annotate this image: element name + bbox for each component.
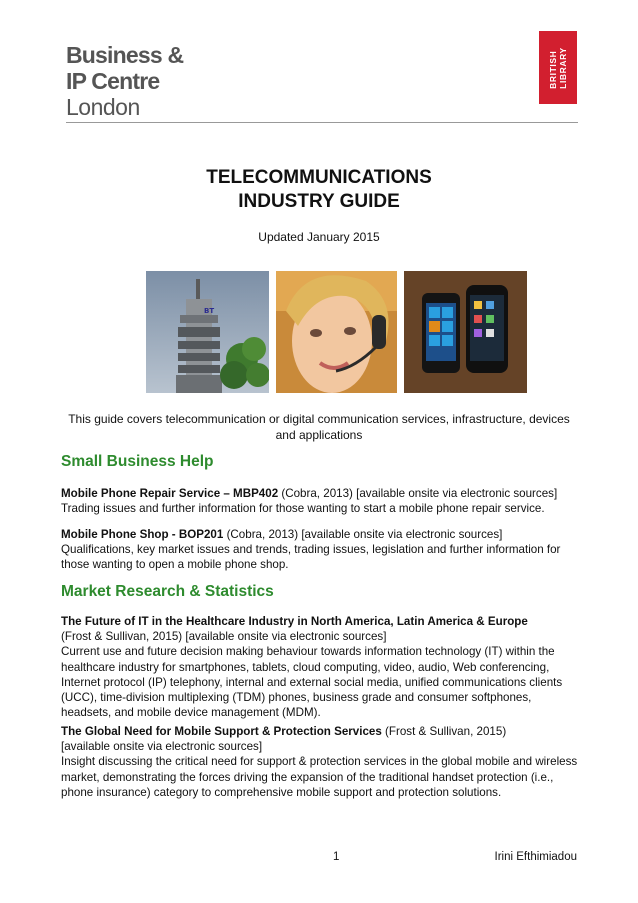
logo-line-3: London	[66, 94, 140, 120]
bl-logo-line-2: LIBRARY	[558, 46, 569, 89]
entry-mobile-phone-repair	[61, 486, 581, 516]
smartphones-photo	[404, 271, 527, 393]
entry-description: Insight discussing the critical need for support & protection services in the global mobile and wireless market, demonstrating the forces driving the expansion of the traditional handset protection (i.e., phone insurance) category to comprehensive mobile support and protection solutions.	[61, 755, 578, 799]
entry-title: Mobile Phone Shop - BOP201	[61, 528, 224, 541]
intro-text: This guide covers telecommunication or digital communication services, infrastructure, devices and applications	[68, 412, 570, 442]
bt-tower-photo	[146, 271, 269, 393]
entry-description: Qualifications, key market issues and trends, trading issues, legislation and further information for those wanting to open a mobile phone shop.	[61, 543, 561, 572]
entry-title: The Global Need for Mobile Support & Protection Services	[61, 725, 382, 738]
logo-line-1: Business &	[66, 42, 184, 68]
entry-title: The Future of IT in the Healthcare Industry in North America, Latin America & Europe	[61, 615, 528, 628]
entry-source-inline: (Frost & Sullivan, 2015)	[381, 725, 507, 738]
entry-mobile-phone-shop	[61, 527, 581, 573]
entry-source: (Frost & Sullivan, 2015) [available onsite via electronic sources]	[61, 630, 387, 644]
title-line-2: INDUSTRY GUIDE	[238, 191, 400, 212]
entry-title: Mobile Phone Repair Service – MBP402	[61, 487, 279, 500]
entry-future-of-it-healthcare	[61, 614, 581, 720]
tower-sign-text: BT	[204, 307, 215, 315]
author-name: Irini Efthimiadou	[494, 851, 577, 863]
headset-woman-photo	[276, 271, 397, 393]
bl-logo-line-1: BRITISH	[548, 50, 559, 89]
entry-source: (Cobra, 2013) [available onsite via electronic sources]	[278, 487, 558, 500]
business-ip-centre-logo	[66, 42, 183, 120]
section-heading-small-business-help: Small Business Help	[61, 453, 214, 470]
entry-source: [available onsite via electronic sources]	[61, 740, 263, 754]
entry-source: (Cobra, 2013) [available onsite via electronic sources]	[223, 528, 503, 541]
page-number: 1	[333, 851, 340, 863]
entry-description: Trading issues and further information for those wanting to start a mobile phone repair service.	[61, 502, 545, 516]
header-divider	[66, 122, 578, 123]
logo-line-2: IP Centre	[66, 68, 160, 94]
document-title	[0, 166, 638, 214]
british-library-logo	[539, 31, 577, 104]
title-line-1: TELECOMMUNICATIONS	[206, 167, 432, 188]
updated-date: Updated January 2015	[258, 230, 380, 244]
section-heading-market-research: Market Research & Statistics	[61, 583, 274, 600]
entry-description: Current use and future decision making behaviour towards information technology (IT) within the healthcare industry for smartphones, tablets, cloud computing, video, audio, Web conferencing, Internet protocol (IP) telephony, internal and external social media, unified communications clients (UCC), time-division multiplexing (TDM) phones, business grade and consumer softphones, headsets, and mobile device management (MDM).	[61, 645, 563, 720]
entry-global-mobile-support	[61, 724, 581, 800]
